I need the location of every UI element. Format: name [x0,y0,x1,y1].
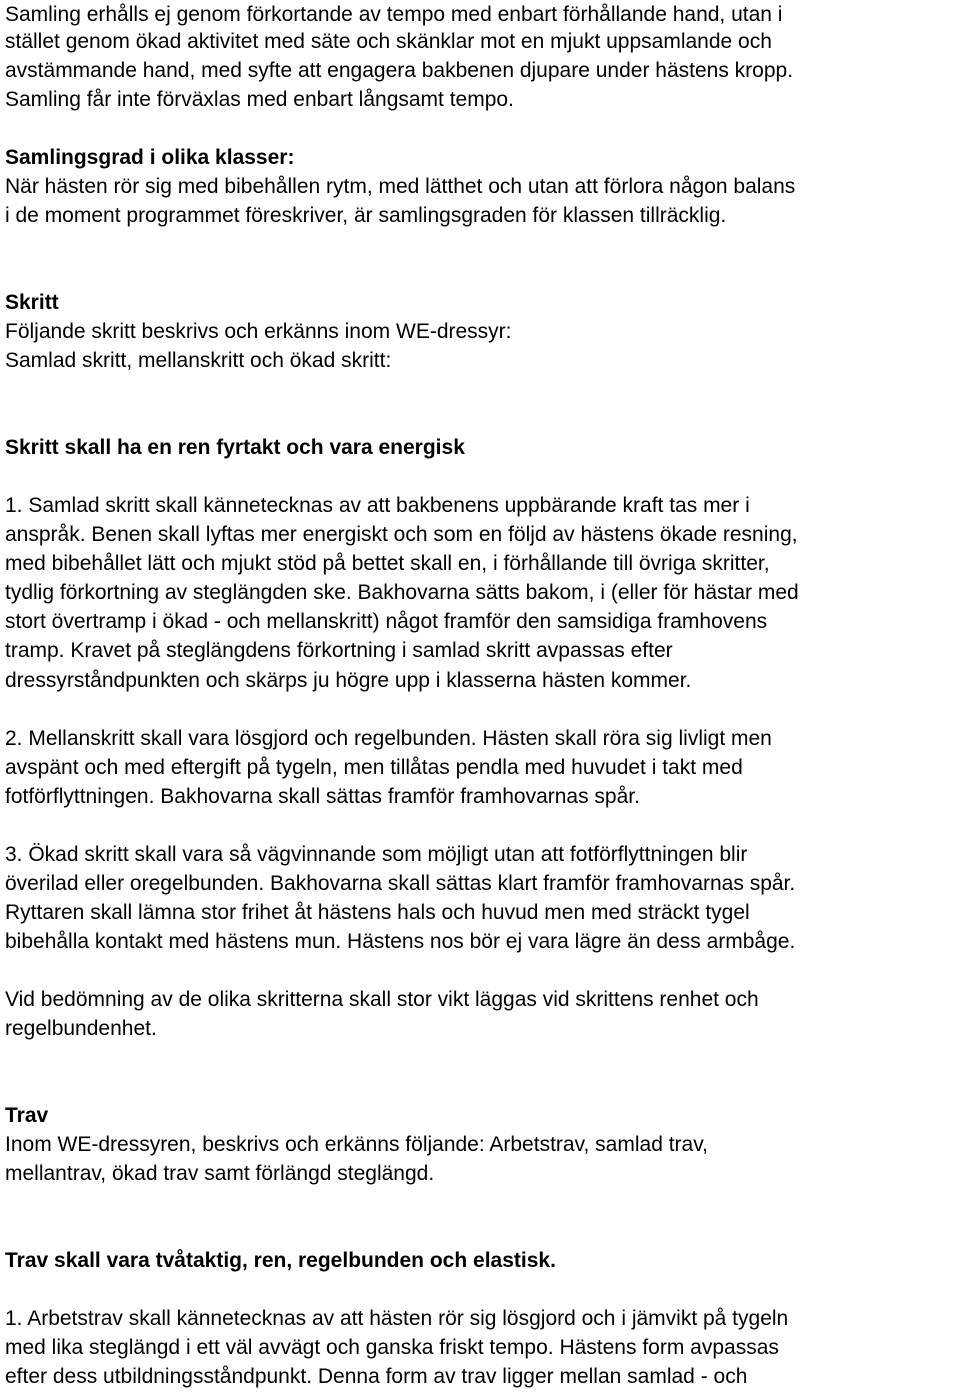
heading-trav-tvataktig: Trav skall vara tvåtaktig, ren, regelbunden och elastisk. [5,1249,556,1272]
paragraph-bedomning-line-2: regelbundenhet. [5,1017,157,1040]
paragraph-trav-line-2: mellantrav, ökad trav samt förlängd steglängd. [5,1162,435,1185]
paragraph-okad-skritt-line-3: Ryttaren skall lämna stor frihet åt hästens hals och huvud men med sträckt tygel [5,901,750,924]
paragraph-okad-skritt-line-1: 3. Ökad skritt skall vara så vägvinnande som möjligt utan att fotförflyttningen blir [5,843,748,866]
paragraph-skritt-line-2: Samlad skritt, mellanskritt och ökad skritt: [5,349,392,372]
paragraph-skritt-line-1: Följande skritt beskrivs och erkänns inom WE-dressyr: [5,320,512,343]
heading-samlingsgrad: Samlingsgrad i olika klasser: [5,146,295,169]
paragraph-samling-line-4: Samling får inte förväxlas med enbart långsamt tempo. [5,88,514,111]
paragraph-samling-line-1: Samling erhålls ej genom förkortande av tempo med enbart förhållande hand, utan i [5,3,783,26]
paragraph-arbetstrav-line-2: med lika steglängd i ett väl avvägt och ganska friskt tempo. Hästens form avpassas [5,1336,779,1359]
heading-trav: Trav [5,1104,49,1127]
heading-skritt: Skritt [5,291,59,314]
heading-skritt-fyrtakt: Skritt skall ha en ren fyrtakt och vara energisk [5,436,465,459]
paragraph-samlad-skritt-line-1: 1. Samlad skritt skall kännetecknas av att bakbenens uppbärande kraft tas mer i [5,494,750,517]
paragraph-bedomning-line-1: Vid bedömning av de olika skritterna skall stor vikt läggas vid skrittens renhet och [5,988,759,1011]
paragraph-trav-line-1: Inom WE-dressyren, beskrivs och erkänns följande: Arbetstrav, samlad trav, [5,1133,708,1156]
paragraph-samlad-skritt-line-3: med bibehållet lätt och mjukt stöd på bettet skall en, i förhållande till övriga skritter, [5,552,770,575]
paragraph-arbetstrav-line-3: efter dess utbildningsståndpunkt. Denna form av trav ligger mellan samlad - och [5,1365,748,1388]
paragraph-samlad-skritt-line-2: anspråk. Benen skall lyftas mer energiskt och som en följd av hästens ökade resning, [5,523,798,546]
paragraph-mellanskritt-line-2: avspänt och med eftergift på tygeln, men tillåtas pendla med huvudet i takt med [5,756,743,779]
paragraph-samlad-skritt-line-4: tydlig förkortning av steglängden ske. Bakhovarna sätts bakom, i (eller för hästar med [5,581,799,604]
paragraph-okad-skritt-line-4: bibehålla kontakt med hästens mun. Hästens nos bör ej vara lägre än dess armbåge. [5,930,796,953]
paragraph-arbetstrav-line-1: 1. Arbetstrav skall kännetecknas av att hästen rör sig lösgjord och i jämvikt på tygeln [5,1307,789,1330]
paragraph-samlingsgrad-line-1: När hästen rör sig med bibehållen rytm, med lätthet och utan att förlora någon balans [5,175,796,198]
paragraph-mellanskritt-line-1: 2. Mellanskritt skall vara lösgjord och regelbunden. Hästen skall röra sig livligt men [5,727,772,750]
paragraph-samlad-skritt-line-5: stort övertramp i ökad - och mellanskritt) något framför den samsidiga framhovens [5,610,768,633]
paragraph-samling-line-3: avstämmande hand, med syfte att engagera bakbenen djupare under hästens kropp. [5,59,794,82]
paragraph-samlad-skritt-line-6: tramp. Kravet på steglängdens förkortning i samlad skritt avpassas efter [5,639,673,662]
paragraph-okad-skritt-line-2: överilad eller oregelbunden. Bakhovarna skall sättas klart framför framhovarnas spår. [5,872,796,895]
paragraph-samlad-skritt-line-7: dressyrståndpunkten och skärps ju högre upp i klasserna hästen kommer. [5,669,692,692]
paragraph-samling-line-2: stället genom ökad aktivitet med säte och skänklar mot en mjukt uppsamlande och [5,30,772,53]
paragraph-mellanskritt-line-3: fotförflyttningen. Bakhovarna skall sättas framför framhovarnas spår. [5,785,640,808]
paragraph-samlingsgrad-line-2: i de moment programmet föreskriver, är samlingsgraden för klassen tillräcklig. [5,204,727,227]
